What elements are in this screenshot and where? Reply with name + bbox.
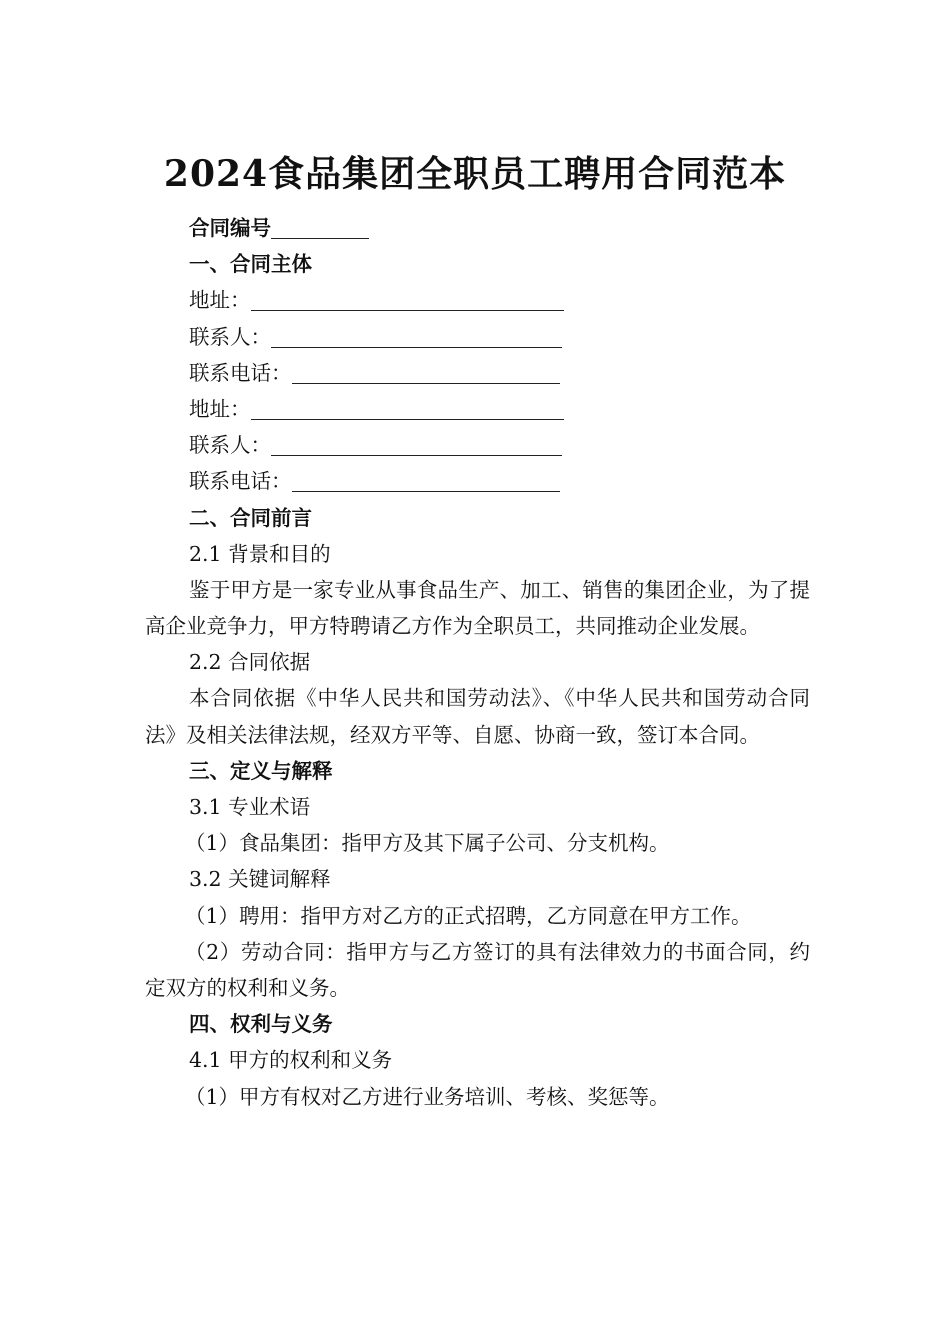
section-2-1-paragraph: 鉴于甲方是一家专业从事食品生产、加工、销售的集团企业，为了提高企业竞争力，甲方特聘请乙方作为全职员工，共同推动企业发展。 [145, 577, 810, 639]
party-b-phone-line [145, 463, 810, 499]
section-3-1-item-1: （1）食品集团：指甲方及其下属子公司、分支机构。 [185, 831, 670, 856]
party-a-phone-blank[interactable] [292, 357, 560, 384]
section-4-1-item-1: （1）甲方有权对乙方进行业务培训、考核、奖惩等。 [185, 1084, 670, 1109]
party-b-phone-label: 联系电话： [189, 469, 292, 494]
contract-number-blank[interactable] [271, 212, 369, 239]
party-b-phone-blank[interactable] [292, 465, 560, 492]
party-a-phone-line [145, 355, 810, 391]
document-body [145, 210, 810, 1115]
section-2-heading: 二、合同前言 [189, 505, 312, 530]
party-b-address-label: 地址： [189, 396, 251, 421]
section-3-heading: 三、定义与解释 [189, 758, 333, 783]
section-3-2-item-1: （1）聘用：指甲方对乙方的正式招聘，乙方同意在甲方工作。 [185, 903, 752, 928]
party-b-address-line [145, 391, 810, 427]
section-2-2-paragraph: 本合同依据《中华人民共和国劳动法》、《中华人民共和国劳动合同法》及相关法律法规，经双方平等、自愿、协商一致，签订本合同。 [145, 686, 810, 747]
party-a-address-label: 地址： [189, 288, 251, 313]
party-b-contact-line [145, 427, 810, 463]
section-4-heading: 四、权利与义务 [189, 1012, 333, 1037]
section-2-1-title: 2.1 背景和目的 [189, 541, 331, 566]
section-4-1-title: 4.1 甲方的权利和义务 [189, 1048, 393, 1073]
party-a-address-line [145, 282, 810, 318]
contract-number-line [145, 210, 810, 246]
party-a-contact-line [145, 319, 810, 355]
section-3-2-item-2: （2）劳动合同：指甲方与乙方签订的具有法律效力的书面合同，约定双方的权利和义务。 [145, 939, 810, 1001]
party-a-address-blank[interactable] [251, 284, 564, 311]
party-a-contact-label: 联系人： [189, 324, 271, 349]
document-title: 2024食品集团全职员工聘用合同范本 [163, 153, 787, 195]
section-3-2-title: 3.2 关键词解释 [189, 867, 331, 892]
contract-number-label: 合同编号 [189, 216, 271, 240]
section-1-heading: 一、合同主体 [189, 252, 312, 277]
party-b-contact-label: 联系人： [189, 433, 271, 458]
party-b-address-blank[interactable] [251, 393, 564, 420]
party-a-phone-label: 联系电话： [189, 360, 292, 385]
section-3-1-title: 3.1 专业术语 [189, 795, 311, 820]
party-b-contact-blank[interactable] [271, 429, 562, 456]
party-a-contact-blank[interactable] [271, 321, 562, 348]
section-2-2-title: 2.2 合同依据 [189, 650, 311, 675]
